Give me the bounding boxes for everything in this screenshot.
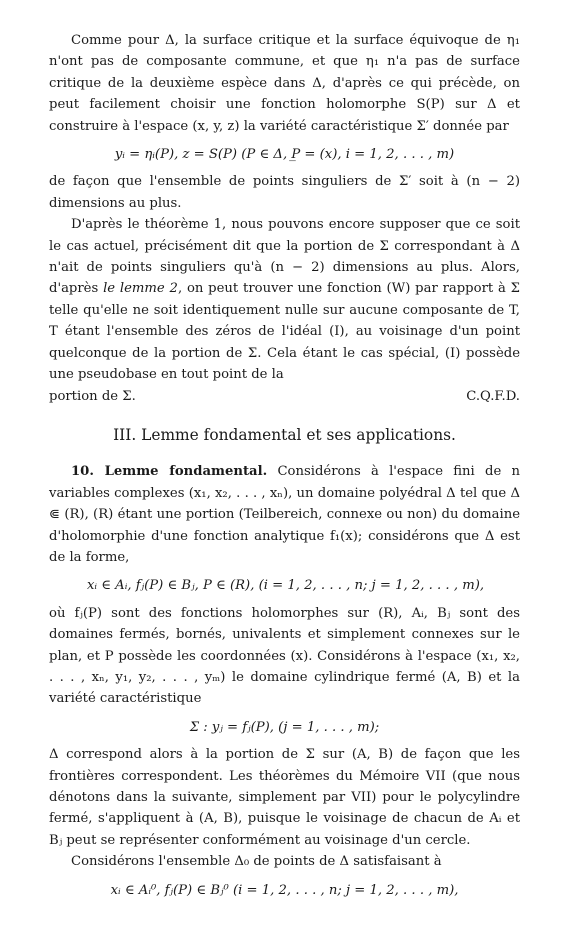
paragraph-4-text: Considérons à l'espace fini de n variables complexes (x₁, x₂, . . . , xₙ), un domaine polyédral Δ tel que Δ ⋐ (R), (R) étant une portion (Teilbereich, connexe ou non) du domaine d'holomorphie d'une fonction analytique f₁(x); considérons que Δ est de la forme, bbox=[49, 464, 520, 565]
paragraph-4 bbox=[49, 461, 520, 568]
paragraph-3-text-a: D'après le théorème 1, nous pouvons encore supposer que ce soit le cas actuel, précisément dit que la portion de Σ correspondant à Δ n'ait de points singuliers qu'à (n − 2) dimensions au plus. Alors, d'après bbox=[49, 217, 520, 297]
lemme-reference: le lemme 2 bbox=[103, 281, 178, 297]
equation-3: Σ : yⱼ = fⱼ(P), (j = 1, . . . , m); bbox=[189, 719, 380, 735]
qed-mark: C.Q.F.D. bbox=[466, 388, 520, 404]
paragraph-3-last: portion de Σ. bbox=[49, 388, 136, 404]
section-title: III. Lemme fondamental et ses applications. bbox=[113, 425, 456, 444]
paragraph-6: Δ correspond alors à la portion de Σ sur (A, B) de façon que les frontières correspondent. Les théorèmes du Mémoire VII (que nous dénotons dans la suivante, simplement par VII) pour le polycylindre fermé, s'appliquent à (A, B), puisque le voisinage de chacun de Aᵢ et Bⱼ peut se représenter conformément au voisinage d'un cercle. bbox=[49, 747, 520, 848]
equation-2: xᵢ ∈ Aᵢ, fⱼ(P) ∈ Bⱼ, P ∈ (R), (i = 1, 2, . . . , n; j = 1, 2, . . . , m), bbox=[86, 578, 485, 594]
paragraph-2: de façon que l'ensemble de points singuliers de Σ′ soit à (n − 2) dimensions au plus. bbox=[49, 174, 520, 211]
lemma-heading: 10. Lemme fondamental. bbox=[71, 464, 268, 480]
paragraph-3 bbox=[49, 214, 520, 385]
equation-4: xᵢ ∈ Aᵢ⁰, fⱼ(P) ∈ Bⱼ⁰ (i = 1, 2, . . . , n; j = 1, 2, . . . , m), bbox=[110, 882, 459, 898]
paragraph-1: Comme pour Δ, la surface critique et la surface équivoque de η₁ n'ont pas de composante commune, et que η₁ n'a pas de surface critique de la deuxième espèce dans Δ, d'après ce qui précède, on peut facilement choisir une fonction holomorphe S(P) sur Δ et construire à l'espace (x, y, z) la variété caractéristique Σ′ donnée par bbox=[49, 33, 520, 134]
paragraph-5: où fⱼ(P) sont des fonctions holomorphes sur (R), Aᵢ, Bⱼ sont des domaines fermés, bornés, univalents et simplement connexes sur le plan, et P possède les coordonnées (x). Considérons à l'espace (x₁, x₂, . . . , xₙ, y₁, y₂, . . . , yₘ) le domaine cylindrique fermé (A, B) et la variété caractéristique bbox=[49, 605, 520, 707]
qed-line bbox=[49, 386, 520, 407]
paragraph-7: Considérons l'ensemble Δ₀ de points de Δ satisfaisant à bbox=[71, 854, 442, 870]
equation-1: yᵢ = ηᵢ(P), z = S(P) (P ∈ Δ, P̲ = (x), i = 1, 2, . . . , m) bbox=[114, 147, 455, 163]
paragraph-3-text-b: , on peut trouver une fonction (W) par rapport à Σ telle qu'elle ne soit identiquement nulle sur aucune composante de T, T étant l'ensemble des zéros de l'idéal (I), au voisinage d'un point quelconque de la portion de Σ. Cela étant le cas spécial, (I) possède une pseudobase en tout point de la bbox=[49, 281, 520, 383]
